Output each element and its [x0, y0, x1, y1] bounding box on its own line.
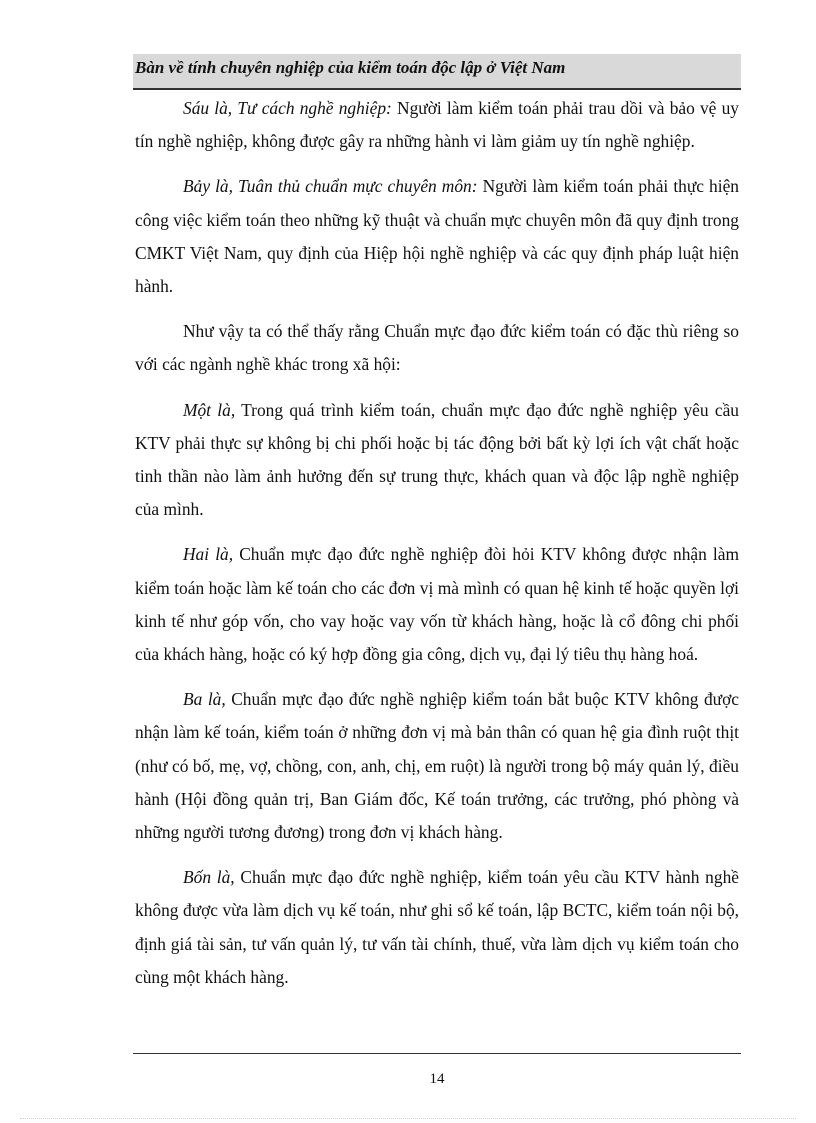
paragraph-text: Người làm kiểm toán phải thực hiện công việc kiểm toán theo những kỹ thuật và chuẩn mực chuyên môn đã quy định trong CMKT Việt Nam, quy định của Hiệp hội nghề nghiệp và các quy định pháp luật hiện hành. — [135, 176, 739, 297]
paragraph-bon-la — [135, 861, 739, 994]
header-title: Bàn về tính chuyên nghiệp của kiểm toán độc lập ở Việt Nam — [135, 58, 566, 77]
paragraph-lead: Bảy là, Tuân thủ chuẩn mực chuyên môn: — [183, 176, 478, 197]
paragraph-lead: Ba là, — [183, 689, 226, 710]
paragraph-ba-la — [135, 683, 739, 849]
paragraph-bay-la — [135, 170, 739, 303]
paragraph-hai-la — [135, 538, 739, 671]
document-body — [135, 92, 739, 1006]
paragraph-sau-la — [135, 92, 739, 158]
page-number: 14 — [429, 1071, 445, 1087]
paragraph-text: Chuẩn mực đạo đức nghề nghiệp kiểm toán bắt buộc KTV không được nhận làm kế toán, kiểm toán ở những đơn vị mà bản thân có quan hệ gia đình ruột thịt (như có bố, mẹ, vợ, chồng, con, anh, chị, em ruột) là người trong bộ máy quản lý, điều hành (Hội đồng quản trị, Ban Giám đốc, Kế toán trưởng, các trưởng, phó phòng và những người tương đương) trong đơn vị khách hàng. — [135, 689, 740, 843]
paragraph-text: Chuẩn mực đạo đức nghề nghiệp đòi hỏi KTV không được nhận làm kiểm toán hoặc làm kế toán cho các đơn vị mà mình có quan hệ kinh tế hoặc quyền lợi kinh tế như góp vốn, cho vay hoặc vay vốn từ khách hàng, hoặc là cổ đông chi phối của khách hàng, hoặc có ký hợp đồng gia công, dịch vụ, đại lý tiêu thụ hàng hoá. — [135, 544, 739, 665]
paragraph-text: Chuẩn mực đạo đức nghề nghiệp, kiểm toán yêu cầu KTV hành nghề không được vừa làm dịch vụ kế toán, như ghi sổ kế toán, lập BCTC, kiểm toán nội bộ, định giá tài sản, tư vấn quản lý, tư vấn tài chính, thuế, vừa làm dịch vụ kiểm toán cho cùng một khách hàng. — [135, 867, 739, 987]
paragraph-text: Trong quá trình kiểm toán, chuẩn mực đạo đức nghề nghiệp yêu cầu KTV phải thực sự không bị chi phối hoặc bị tác động bởi bất kỳ lợi ích vật chất hoặc tinh thần nào làm ảnh hưởng đến sự trung thực, khách quan và độc lập nghề nghiệp của mình. — [135, 399, 739, 520]
running-header — [133, 54, 741, 90]
paragraph-text: Người làm kiểm toán phải trau dồi và bảo vệ uy tín nghề nghiệp, không được gây ra những hành vi làm giảm uy tín nghề nghiệp. — [135, 98, 739, 152]
paragraph-lead: Bốn là, — [183, 867, 235, 888]
paragraph-mot-la — [135, 394, 739, 527]
paragraph-text: Như vậy ta có thể thấy rằng Chuẩn mực đạo đức kiểm toán có đặc thù riêng so với các ngành nghề khác trong xã hội: — [135, 321, 739, 375]
paragraph-summary — [135, 315, 739, 381]
paragraph-lead: Một là, — [183, 399, 236, 420]
page-edge-divider — [20, 1118, 796, 1119]
paragraph-lead: Hai là, — [183, 544, 234, 565]
paragraph-lead: Sáu là, Tư cách nghề nghiệp: — [183, 98, 392, 118]
footer-divider — [133, 1053, 741, 1054]
